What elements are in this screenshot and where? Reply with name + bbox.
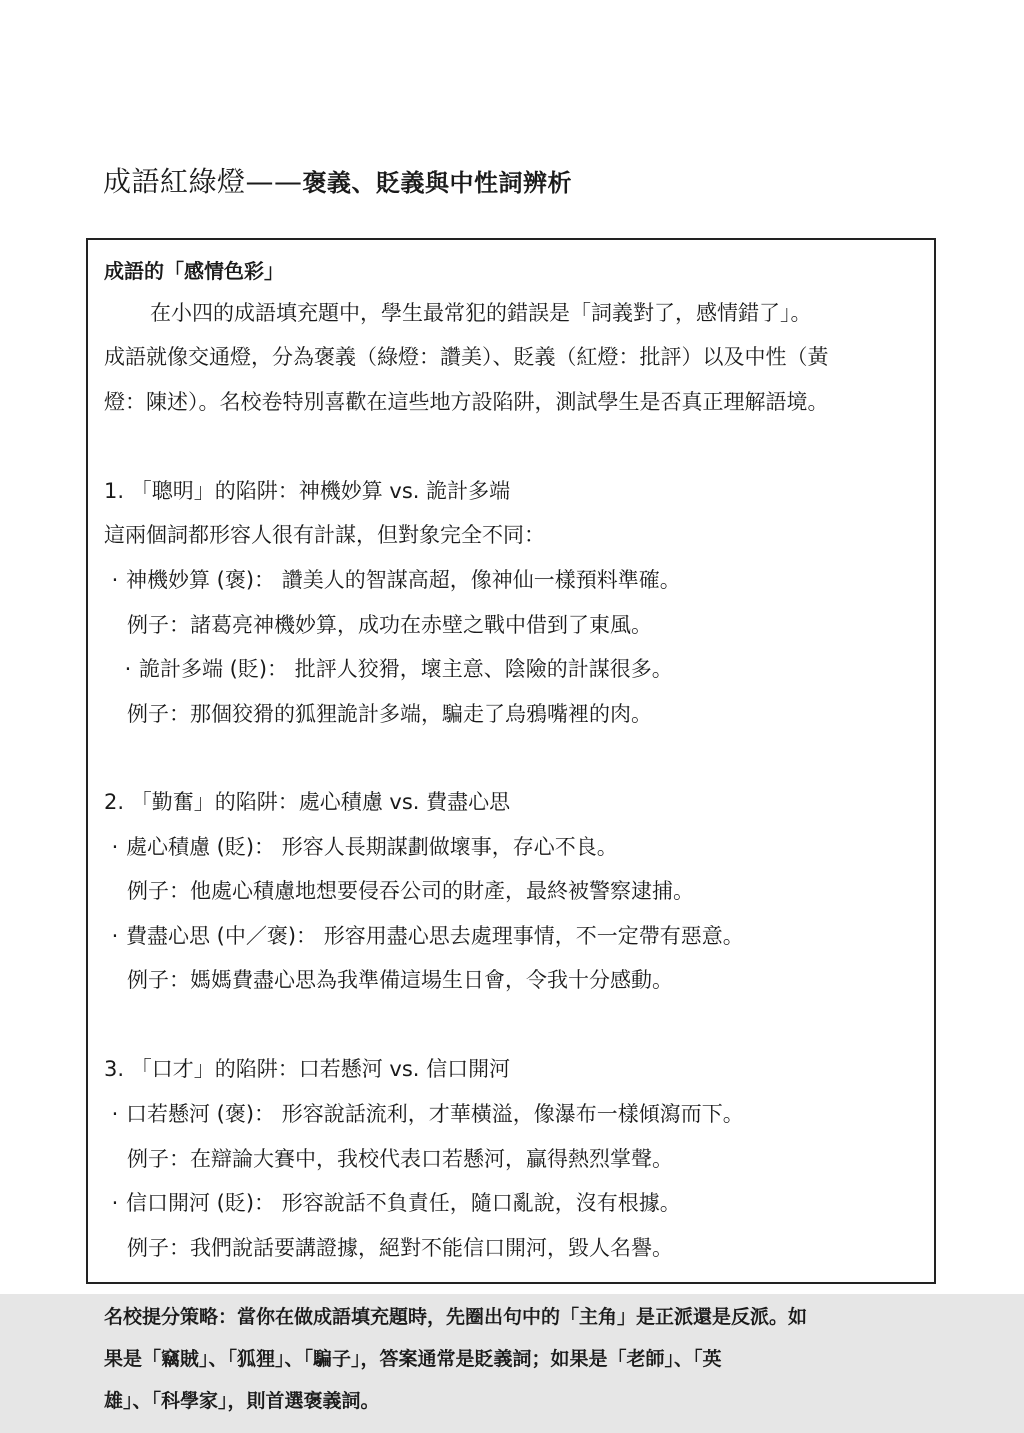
bullet: ·	[111, 924, 119, 948]
section1-heading: 1. 「聰明」的陷阱：神機妙算 vs. 詭計多端	[104, 479, 511, 503]
tip-line-1: 名校提分策略：當你在做成語填充題時，先圈出句中的「主角」是正派還是反派。如	[104, 1306, 808, 1328]
section2-heading: 2. 「勤奮」的陷阱：處心積慮 vs. 費盡心思	[104, 790, 511, 814]
title-dash: ——	[245, 165, 303, 198]
section2-item-2-text: 費盡心思 (中／褒)： 形容用盡心思去處理事情，不一定帶有惡意。	[126, 924, 744, 948]
section3-heading: 3. 「口才」的陷阱：口若懸河 vs. 信口開河	[104, 1057, 511, 1081]
section1-desc: 這兩個詞都形容人很有計謀，但對象完全不同：	[104, 523, 545, 547]
bullet: ·	[111, 568, 119, 592]
section3-item-1	[104, 1099, 744, 1129]
title-main: 成語紅綠燈	[103, 165, 246, 198]
section1-item-2-text: 詭計多端 (貶)： 批評人狡猾，壞主意、陰險的計謀很多。	[139, 657, 673, 681]
intro-heading: 成語的「感情色彩」	[104, 259, 284, 283]
title-subtitle: 褒義、貶義與中性詞辨析	[302, 169, 573, 197]
section1-item-1-text: 神機妙算 (褒)： 讚美人的智謀高超，像神仙一樣預料準確。	[126, 568, 681, 592]
bullet: ·	[111, 1102, 119, 1126]
strategy-tip-box	[0, 1294, 1024, 1433]
tip-line-3: 雄」、「科學家」，則首選褒義詞。	[104, 1390, 380, 1412]
section1-item-1	[104, 565, 681, 595]
section2-example-1: 例子：他處心積慮地想要侵吞公司的財產，最終被警察逮捕。	[127, 879, 694, 903]
bullet: ·	[111, 1191, 119, 1215]
intro-line-1: 在小四的成語填充題中，學生最常犯的錯誤是「詞義對了，感情錯了」。	[150, 301, 812, 325]
page-title	[103, 160, 572, 200]
section2-item-1	[104, 832, 618, 862]
intro-line-3: 燈：陳述）。名校卷特別喜歡在這些地方設陷阱，測試學生是否真正理解語境。	[104, 390, 829, 414]
section3-item-2	[104, 1188, 681, 1218]
bullet: ·	[124, 657, 132, 681]
section3-example-1: 例子：在辯論大賽中，我校代表口若懸河，贏得熱烈掌聲。	[127, 1147, 673, 1171]
section2-item-1-text: 處心積慮 (貶)： 形容人長期謀劃做壞事，存心不良。	[126, 835, 618, 859]
section2-item-2	[104, 921, 744, 951]
section1-item-2	[117, 654, 673, 684]
section3-example-2: 例子：我們說話要講證據，絕對不能信口開河，毀人名譽。	[127, 1236, 673, 1260]
section1-example-1: 例子：諸葛亮神機妙算，成功在赤壁之戰中借到了東風。	[127, 613, 652, 637]
section3-item-1-text: 口若懸河 (褒)： 形容說話流利，才華橫溢，像瀑布一樣傾瀉而下。	[126, 1102, 744, 1126]
section1-example-2: 例子：那個狡猾的狐狸詭計多端，騙走了烏鴉嘴裡的肉。	[127, 702, 652, 726]
intro-line-2: 成語就像交通燈，分為褒義（綠燈：讚美）、貶義（紅燈：批評）以及中性（黃	[104, 345, 829, 369]
tip-line-2: 果是「竊賊」、「狐狸」、「騙子」，答案通常是貶義詞；如果是「老師」、「英	[104, 1348, 722, 1370]
section3-item-2-text: 信口開河 (貶)： 形容說話不負責任，隨口亂說，沒有根據。	[126, 1191, 681, 1215]
bullet: ·	[111, 835, 119, 859]
section2-example-2: 例子：媽媽費盡心思為我準備這場生日會，令我十分感動。	[127, 968, 673, 992]
